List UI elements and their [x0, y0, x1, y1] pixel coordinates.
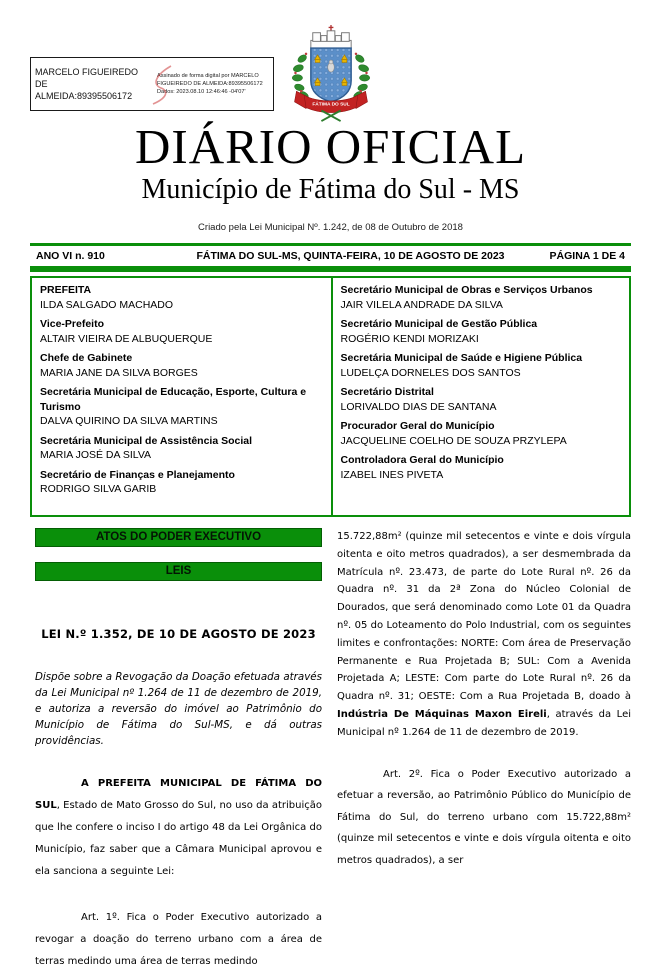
official-name: ROGÉRIO KENDI MORIZAKI — [340, 332, 479, 345]
official-entry — [341, 419, 622, 448]
content-column-left — [35, 528, 322, 973]
official-entry — [40, 283, 323, 312]
official-entry — [40, 385, 323, 429]
official-entry — [341, 453, 622, 482]
official-name: LORIVALDO DIAS DE SANTANA — [340, 400, 497, 413]
official-name: DALVA QUIRINO DA SILVA MARTINS — [40, 415, 218, 427]
official-role: Controladora Geral do Município — [340, 454, 504, 466]
law-article-1-continuation — [337, 528, 631, 742]
official-name: IZABEL INES PIVETA — [340, 468, 444, 481]
law-title: LEI N.º 1.352, DE 10 DE AGOSTO DE 2023 — [41, 627, 316, 641]
mural-crown — [311, 31, 351, 48]
official-entry — [40, 317, 323, 346]
signer-line1: MARCELO FIGUEIREDO DE — [35, 66, 139, 89]
officials-column-right — [331, 278, 630, 515]
preamble-rest: , Estado de Mato Grosso do Sul, no uso da atribuição que lhe confere o inciso I do artigo 48 da Lei Orgânica do Município, faz saber que a Câmara Municipal aprovou e ela sanciona a seguinte Lei: — [35, 800, 322, 877]
crest-top-cross — [329, 25, 334, 31]
official-role: Secretária Municipal de Assistência Social — [40, 434, 253, 447]
official-role: Secretário Municipal de Gestão Pública — [340, 318, 538, 330]
content-column-right — [337, 528, 631, 871]
article1-continuation-text: 15.722,88m² (quinze mil setecentos e vinte e dois vírgula oitenta e oito metros quadrados), a ser desmembrada da Matrícula nº. 23.473, de parte do Lote Rural nº. 26 da Quadra nº. 31 da 2ª Zona do Núcleo Colonial de Dourados, que será denominado como Lote 01 da Quadra nº. 05 do Loteamento do Polo Industrial, com os seguintes limites e confrontações: NORTE: Com área de Preservação Permanente e Rua Projetada B; SUL: Com a Avenida Projetada A; LESTE: Com parte do Lote Rural nº. 26 da Quadra nº. 31; OESTE: Com a Rua Projetada B, doado à — [337, 531, 631, 703]
official-name: MARIA JOSÉ DA SILVA — [40, 449, 152, 461]
official-entry — [40, 468, 323, 497]
issue-edition: ANO VI n. 910 — [36, 250, 105, 262]
preamble-bold-lead: A PREFEITA MUNICIPAL DE FÁTIMA DO SUL — [35, 778, 322, 811]
official-name: MARIA JANE DA SILVA BORGES — [40, 366, 198, 379]
gazette-creation-note: Criado pela Lei Municipal Nº. 1.242, de 08 de Outubro de 2018 — [198, 222, 463, 233]
official-name: RODRIGO SILVA GARIB — [40, 483, 157, 495]
official-entry — [341, 317, 622, 346]
official-role: PREFEITA — [40, 284, 92, 296]
section-banner-laws: LEIS — [35, 562, 322, 581]
official-role: Secretária Municipal de Saúde e Higiene Pública — [340, 352, 583, 364]
signature-signer-name — [35, 66, 151, 102]
official-role: Secretário Distrital — [340, 386, 434, 398]
official-name: ALTAIR VIEIRA DE ALBUQUERQUE — [40, 332, 213, 345]
official-role: Secretário de Finanças e Planejamento — [40, 468, 235, 481]
signature-flourish-icon — [147, 64, 177, 106]
law-article-1: Art. 1º. Fica o Poder Executivo autorizado a revogar a doação do terreno urbano com a área de terras medindo uma área de terras medindo — [35, 912, 322, 967]
municipal-coat-of-arms — [283, 24, 379, 124]
issue-page-number: PÁGINA 1 DE 4 — [549, 250, 625, 262]
issue-date: FÁTIMA DO SUL-MS, QUINTA-FEIRA, 10 DE AGOSTO DE 2023 — [196, 250, 505, 262]
official-entry — [341, 283, 622, 312]
official-entry — [341, 351, 622, 380]
gazette-title: DIÁRIO OFICIAL — [135, 119, 526, 174]
law-preamble — [35, 773, 322, 883]
signature-details — [151, 72, 269, 96]
official-role: Secretária Municipal de Educação, Esporte, Cultura e Turismo — [40, 386, 307, 413]
official-name: ILDA SALGADO MACHADO — [40, 298, 174, 311]
officials-column-left — [32, 278, 331, 515]
law-article-2: Art. 2º. Fica o Poder Executivo autorizado a efetuar a reversão, ao Patrimônio Público do Município de Fátima do Sul, do terreno urbano com 15.722,88m² (quinze mil setecentos e vinte e dois vírgula oitenta e oito metros quadrados), a ser — [337, 768, 631, 866]
official-entry — [341, 385, 622, 414]
official-name: JAIR VILELA ANDRADE DA SILVA — [340, 298, 503, 311]
official-entry — [40, 351, 323, 380]
official-role: Chefe de Gabinete — [40, 352, 133, 364]
official-entry — [40, 434, 323, 463]
official-name: LUDELÇA DORNELES DOS SANTOS — [340, 366, 521, 379]
green-divider-rule — [30, 269, 631, 272]
law-ementa: Dispõe sobre a Revogação da Doação efetuada através da Lei Municipal nº 1.264 de 11 de dezembro de 2019, e autoriza a reversão do imóvel ao Patrimônio do Município de Fátima do Sul-MS, e dá outras providências. — [35, 671, 322, 747]
official-role: Vice-Prefeito — [40, 318, 104, 330]
signature-detail-line1: Assinado de forma digital por MARCELO — [157, 72, 259, 79]
official-name: JACQUELINE COELHO DE SOUZA PRZYLEPA — [340, 434, 567, 447]
grantee-company-name: Indústria De Máquinas Maxon Eireli — [337, 708, 547, 720]
section-banner-executive-acts: ATOS DO PODER EXECUTIVO — [35, 528, 322, 547]
gazette-subtitle: Município de Fátima do Sul - MS — [141, 174, 520, 205]
signer-line2: ALMEIDA:89395506172 — [35, 91, 133, 102]
digital-signature-stamp — [30, 57, 274, 111]
article1-continuation-tail: , através da Lei Municipal nº 1.264 de 11 de dezembro de 2019. — [337, 708, 631, 738]
signature-detail-line3: Dados: 2023.08.10 12:46:46 -04'07' — [157, 89, 246, 96]
signature-detail-line2: FIGUEIREDO DE ALMEIDA:89395506172 — [157, 80, 263, 87]
officials-box — [30, 276, 631, 517]
issue-info-bar — [30, 243, 631, 269]
official-role: Procurador Geral do Município — [340, 420, 495, 432]
official-role: Secretário Municipal de Obras e Serviços Urbanos — [340, 284, 593, 296]
ribbon-text: FÁTIMA DO SUL — [312, 102, 350, 108]
